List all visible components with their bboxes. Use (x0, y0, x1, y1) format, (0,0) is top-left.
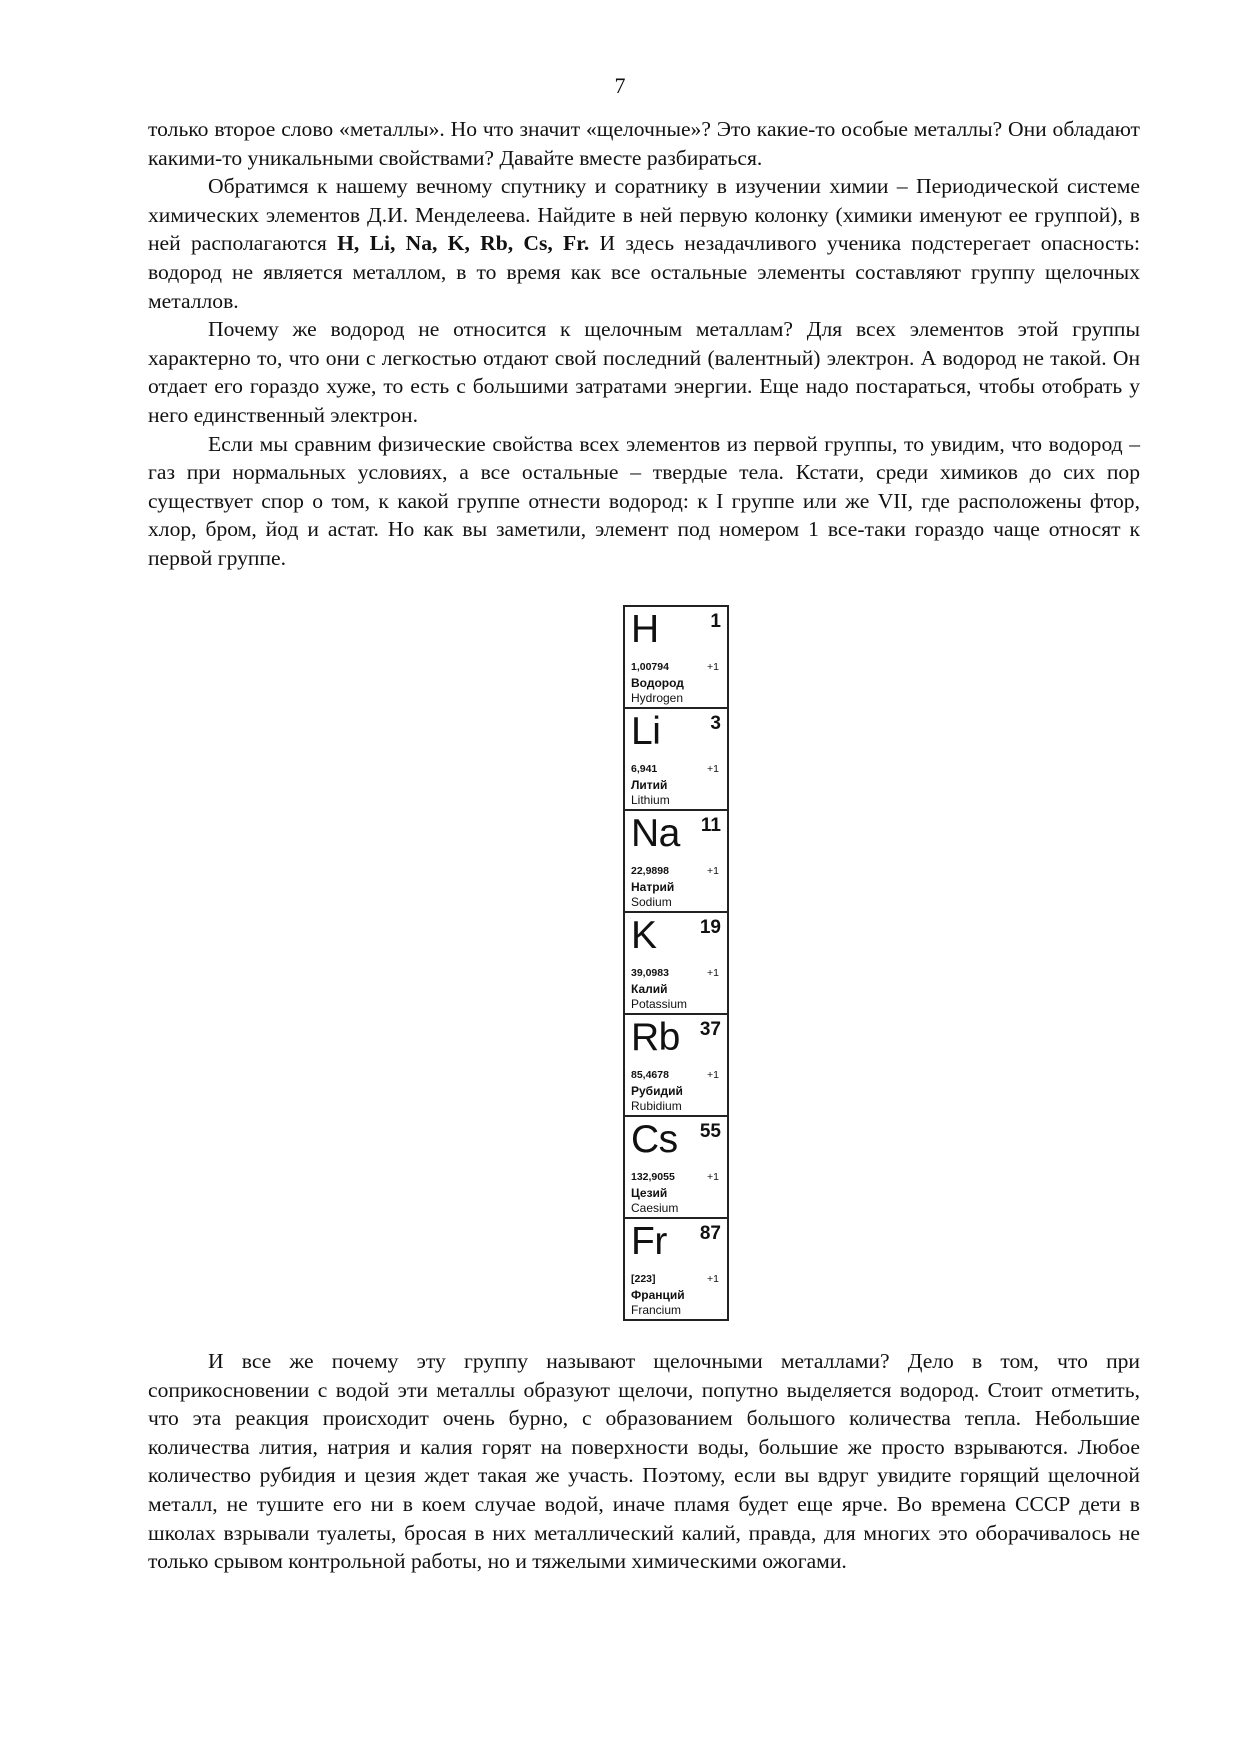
paragraph-2-part-2: И здесь незадачливого ученика подстерегает опасность: водород не является металлом, в то время как все остальные элементы составляют группу щелочных металлов. (148, 231, 1140, 313)
element-cell-caesium (625, 1117, 727, 1219)
element-name-en: Sodium (631, 895, 672, 909)
atomic-mass: 1,00794 (631, 661, 669, 673)
alkali-group-column (623, 605, 729, 1321)
paragraph-4: Если мы сравним физические свойства всех элементов из первой группы, то увидим, что водород – газ при нормальных условиях, а все остальные – твердые тела. Кстати, среди химиков до сих пор существует спор о том, к какой группе отнести водород: к I группе или же VII, где расположены фтор, хлор, бром, йод и астат. Но как вы заметили, элемент под номером 1 все-таки гораздо чаще относят к первой группе. (148, 431, 1140, 570)
paragraph-2-element-symbols: H, Li, Na, K, Rb, Cs, Fr. (337, 231, 590, 256)
atomic-mass: 22,9898 (631, 865, 669, 877)
oxidation-state: +1 (707, 661, 719, 673)
element-symbol: K (631, 914, 657, 957)
paragraph-1: только второе слово «металлы». Но что значит «щелочные»? Это какие-то особые металлы? Они обладают какими-то уникальными свойствами? Давайте вместе разбираться. (148, 117, 1140, 170)
paragraph-5: И все же почему эту группу называют щелочными металлами? Дело в том, что при соприкосновении с водой эти металлы образуют щелочи, попутно выделяется водород. Стоит отметить, что эта реакция происходит очень бурно, с образованием большого количества тепла. Небольшие количества лития, натрия и калия горят на поверхности воды, большие же просто взрываются. Любое количество рубидия и цезия ждет такая же участь. Поэтому, если вы вдруг увидите горящий щелочной металл, не тушите его ни в коем случае водой, иначе пламя будет еще ярче. Во времена СССР дети в школах взрывали туалеты, бросая в них металлический калий, правда, для многих это оборачивалось не только срывом контрольной работы, но и тяжелыми химическими ожогами. (148, 1349, 1140, 1574)
atomic-number: 87 (699, 1223, 721, 1244)
element-name-en: Lithium (631, 793, 670, 807)
paragraph-3: Почему же водород не относится к щелочным металлам? Для всех элементов этой группы характерно то, что они с легкостью отдают свой последний (валентный) электрон. А водород не такой. Он отдает его гораздо хуже, то есть с большими затратами энергии. Еще надо постараться, чтобы отобрать у него единственный электрон. (148, 317, 1140, 427)
atomic-number: 11 (700, 815, 721, 836)
element-symbol: H (631, 608, 659, 651)
atomic-number: 19 (699, 917, 721, 938)
atomic-mass: 85,4678 (631, 1069, 669, 1081)
top-text-block (148, 115, 1140, 573)
element-cell-francium (625, 1219, 727, 1319)
element-name-ru: Натрий (631, 880, 675, 894)
element-cell-sodium (625, 811, 727, 913)
oxidation-state: +1 (707, 865, 719, 877)
element-cell-lithium (625, 709, 727, 811)
bottom-text-block (148, 1347, 1140, 1576)
element-symbol: Li (631, 710, 661, 753)
element-cell-hydrogen (625, 607, 727, 709)
oxidation-state: +1 (707, 763, 719, 775)
element-symbol: Na (631, 812, 680, 855)
paragraph-2-part-1: Обратимся к нашему вечному спутнику и соратнику в изучении химии – Периодической системе химических элементов Д.И. Менделеева. Найдите в ней первую колонку (химики именуют ее группой), в ней располагаются (148, 174, 1140, 256)
element-symbol: Rb (631, 1016, 680, 1059)
element-name-en: Potassium (631, 997, 688, 1011)
atomic-mass: 39,0983 (631, 967, 669, 979)
atomic-number: 3 (710, 713, 721, 734)
element-name-ru: Франций (631, 1288, 685, 1302)
element-name-ru: Калий (631, 982, 668, 996)
element-name-ru: Цезий (631, 1186, 668, 1200)
atomic-mass: 6,941 (631, 763, 658, 775)
element-cell-potassium (625, 913, 727, 1015)
atomic-number: 55 (699, 1121, 721, 1142)
oxidation-state: +1 (707, 1273, 719, 1285)
element-symbol: Cs (631, 1118, 678, 1161)
atomic-number: 37 (699, 1019, 721, 1040)
oxidation-state: +1 (707, 967, 719, 979)
atomic-mass: 132,9055 (631, 1171, 675, 1183)
atomic-number: 1 (710, 611, 721, 632)
element-name-ru: Рубидий (631, 1084, 683, 1098)
element-name-en: Rubidium (631, 1099, 682, 1113)
element-name-ru: Водород (631, 676, 684, 690)
atomic-mass: [223] (631, 1273, 656, 1285)
element-name-en: Francium (631, 1303, 682, 1317)
paragraph-2 (148, 172, 1140, 315)
oxidation-state: +1 (707, 1171, 719, 1183)
oxidation-state: +1 (707, 1069, 719, 1081)
element-name-en: Caesium (631, 1201, 679, 1215)
element-cell-rubidium (625, 1015, 727, 1117)
page-number: 7 (614, 73, 626, 98)
element-symbol: Fr (631, 1220, 667, 1263)
element-name-en: Hydrogen (631, 691, 684, 705)
element-name-ru: Литий (631, 778, 668, 792)
